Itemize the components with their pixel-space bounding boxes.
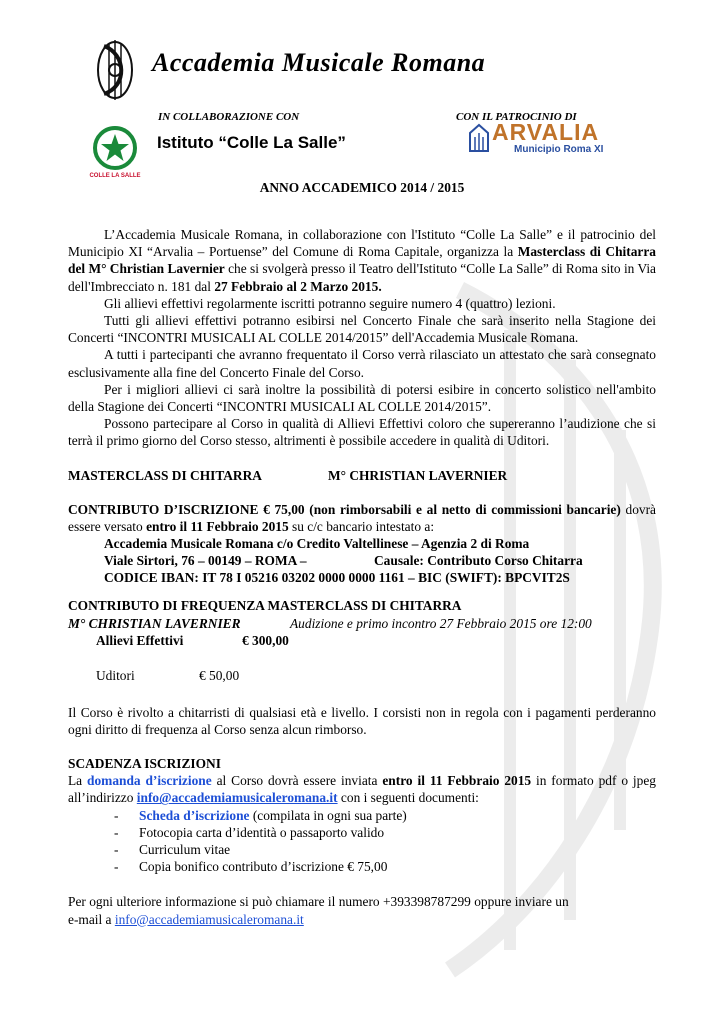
intro-paragraph: L’Accademia Musicale Romana, in collaborazione con l'Istituto “Colle La Salle” e il patrocinio del Municipio XI “Arvalia – Portuense” del Comune di Roma Capitale, organizza la Masterclass di Chitarra del M° Christian Lavernier che si svolgerà presso il Teatro dell'Istituto “Colle La Salle” di Roma sito in Via dell'Imbrecciato n. 181 dal 27 Febbraio al 2 Marzo 2015.	[68, 227, 657, 294]
anno-accademico: ANNO ACCADEMICO 2014 / 2015	[259, 180, 465, 195]
bank-name: Accademia Musicale Romana c/o Credito Valtellinese – Agenzia 2 di Roma	[104, 536, 530, 552]
contatti-email-line: e-mail a info@accademiamusicaleromana.it	[68, 911, 304, 927]
migliori-paragraph: Per i migliori allievi ci sarà inoltre la possibilità di potersi esibire in concerto solistico nell'ambito della Stagione dei Concerti “INCONTRI MUSICALI AL COLLE 2014/2015”.	[68, 381, 656, 415]
concerto-paragraph: Tutti gli allievi effettivi potranno esibirsi nel Concerto Finale che sarà inserito nella Stagione dei Concerti “INCONTRI MUSICALI AL COLLE 2014/2015” dell'Accademia Musicale Romana.	[68, 313, 656, 346]
frequenza-teacher-line: M° CHRISTIAN LAVERNIER Audizione e primo incontro 27 Febbraio 2015 ore 12:00	[68, 615, 592, 631]
list-item: - Curriculum vitae	[114, 841, 656, 858]
collab-label: IN COLLABORAZIONE CON	[158, 111, 300, 123]
arvalia-logo	[468, 121, 603, 155]
effettivi-price: Allievi Effettivi € 300,00	[96, 632, 289, 648]
scadenza-paragraph: La domanda d’iscrizione al Corso dovrà essere inviata entro il 11 Febbraio 2015 in formato pdf o jpeg all’indirizzo info@accademiamusicaleromana.it con i seguenti documenti:	[68, 773, 656, 806]
arvalia-emblem-icon	[468, 123, 490, 153]
list-item: - Fotocopia carta d’identità o passaporto valido	[114, 824, 656, 841]
scadenza-heading: SCADENZA ISCRIZIONI	[68, 756, 221, 772]
partecipazione-paragraph: Possono partecipare al Corso in qualità di Allievi Effettivi coloro che supereranno l’audizione che si terrà il primo giorno del Corso stesso, altrimenti è possibile accedere in qualità di Uditori.	[68, 416, 656, 449]
iscrizione-paragraph: CONTRIBUTO D’ISCRIZIONE € 75,00 (non rimborsabili e al netto di commissioni bancarie) dovrà essere versato entro il 11 Febbraio 2015 su c/c bancario intestato a:	[68, 501, 656, 534]
frequenza-heading: CONTRIBUTO DI FREQUENZA MASTERCLASS DI CHITARRA	[68, 598, 462, 614]
contatti-line: Per ogni ulteriore informazione si può chiamare il numero +393398787299 oppure inviare un	[68, 894, 569, 910]
istituto-name: Istituto “Colle La Salle”	[157, 133, 346, 152]
document-body	[68, 226, 656, 928]
attestato-paragraph: A tutti i partecipanti che avranno frequentato il Corso verrà rilasciato un attestato che sarà consegnato esclusivamente alla fine del Concerto Finale del Corso.	[68, 347, 656, 380]
list-item: - Copia bonifico contributo d’iscrizione € 75,00	[114, 858, 656, 875]
documents-list	[68, 807, 656, 876]
email-link[interactable]: info@accademiamusicaleromana.it	[136, 790, 338, 806]
arvalia-name: ARVALIA	[492, 119, 600, 145]
lezioni-paragraph: Gli allievi effettivi regolarmente iscritti potranno seguire numero 4 (quattro) lezioni.	[104, 295, 556, 311]
colle-la-salle-logo	[86, 121, 144, 179]
corso-paragraph: Il Corso è rivolto a chitarristi di qualsiasi età e livello. I corsisti non in regola con i pagamenti perderanno ogni diritto di frequenza al Corso senza alcun rimborso.	[68, 704, 656, 737]
patrocinio-label: CON IL PATROCINIO DI	[456, 111, 577, 123]
accademia-logo	[92, 36, 138, 104]
bank-address: Viale Sirtori, 76 – 00149 – ROMA – Causale: Contributo Corso Chitarra	[104, 553, 583, 569]
document-title: Accademia Musicale Romana	[152, 48, 486, 77]
uditori-price: Uditori € 50,00	[96, 667, 240, 683]
svg-text:COLLE LA SALLE: COLLE LA SALLE	[89, 173, 141, 179]
arvalia-subtitle: Municipio Roma XI	[514, 144, 604, 155]
contact-email-link[interactable]: info@accademiamusicaleromana.it	[114, 911, 304, 927]
list-item: - Scheda d’iscrizione (compilata in ogni sua parte)	[114, 807, 656, 824]
masterclass-heading: MASTERCLASS DI CHITARRA M° CHRISTIAN LAVERNIER	[68, 467, 508, 483]
iban-code: CODICE IBAN: IT 78 I 05216 03202 0000 0000 1161 – BIC (SWIFT): BPCVIT2S	[104, 570, 570, 586]
